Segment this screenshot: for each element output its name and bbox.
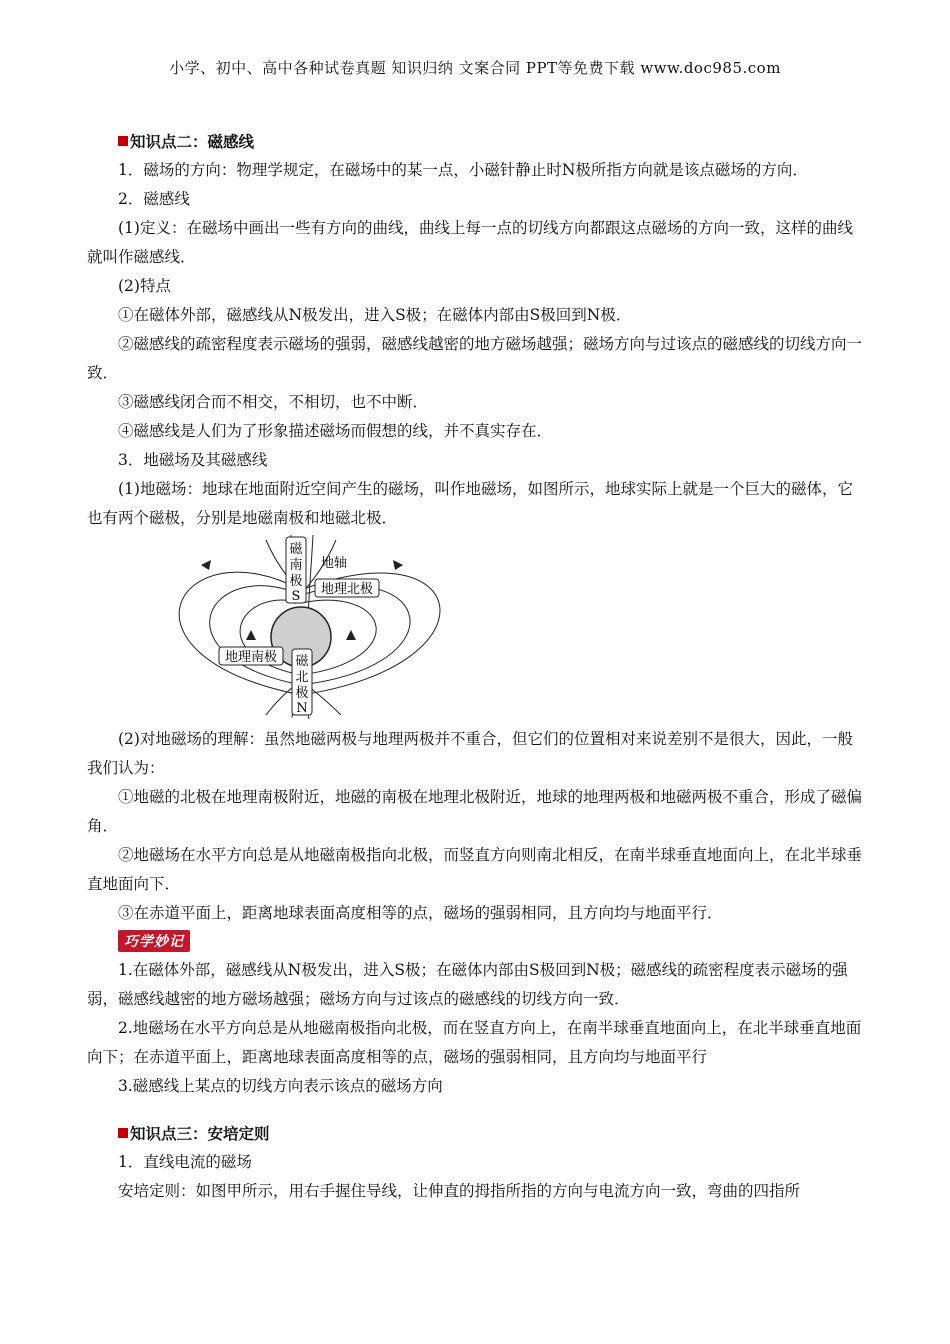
mag-south-char: 极 — [289, 574, 303, 589]
paragraph: 1．磁场的方向：物理学规定，在磁场中的某一点，小磁针静止时N极所指方向就是该点磁场的方向． — [118, 161, 808, 179]
red-square-icon — [118, 1128, 128, 1138]
mag-south-char: S — [291, 589, 301, 604]
paragraph: ②磁感线的疏密程度表示磁场的强弱，磁感线越密的地方磁场越强；磁场方向与过该点的磁感线的切线方向一致． — [87, 335, 863, 382]
earth-field-diagram — [141, 535, 451, 719]
mag-south-char: 南 — [289, 558, 303, 573]
section-2-title: 知识点二：磁感线 — [87, 127, 865, 156]
tips-badge: 巧学妙记 — [118, 930, 190, 952]
geo-south-label: 地理南极 — [224, 650, 278, 665]
mag-north-char: 北 — [295, 670, 309, 685]
tip-paragraph: 1.在磁体外部，磁感线从N极发出，进入S极；在磁体内部由S极回到N极；磁感线的疏密程度表示磁场的强弱，磁感线越密的地方磁场越强；磁场方向与过该点的磁感线的切线方向一致． — [87, 961, 848, 1008]
paragraph: (1)定义：在磁场中画出一些有方向的曲线，曲线上每一点的切线方向都跟这点磁场的方向一致，这样的曲线就叫作磁感线． — [87, 219, 853, 266]
paragraph: ③磁感线闭合而不相交，不相切，也不中断． — [118, 393, 429, 411]
paragraph: 2．磁感线 — [118, 190, 190, 208]
paragraph: ④磁感线是人们为了形象描述磁场而假想的线，并不真实存在． — [118, 422, 553, 440]
geomagnetic-field-figure — [141, 535, 451, 719]
document-body — [87, 127, 865, 1206]
mag-north-char: N — [296, 701, 308, 716]
paragraph: (1)地磁场：地球在地面附近空间产生的磁场，叫作地磁场，如图所示，地球实际上就是一个巨大的磁体，它也有两个磁极，分别是地磁南极和地磁北极． — [87, 480, 853, 527]
paragraph: ②地磁场在水平方向总是从地磁南极指向北极，而竖直方向则南北相反，在南半球垂直地面向上，在北半球垂直地面向下． — [87, 846, 863, 893]
mag-north-char: 磁 — [295, 654, 309, 669]
paragraph: ③在赤道平面上，距离地球表面高度相等的点，磁场的强弱相同，且方向均与地面平行． — [118, 904, 723, 922]
axis-label: 地轴 — [321, 556, 348, 571]
tip-paragraph: 2.地磁场在水平方向总是从地磁南极指向北极，而在竖直方向上，在南半球垂直地面向上，在北半球垂直地面向下；在赤道平面上，距离地球表面高度相等的点，磁场的强弱相同，且方向均与地面平行 — [87, 1019, 862, 1066]
paragraph: 1．直线电流的磁场 — [118, 1153, 252, 1171]
paragraph: (2)特点 — [118, 277, 171, 295]
red-square-icon — [118, 136, 128, 146]
mag-north-char: 极 — [295, 686, 309, 701]
paragraph: 3．地磁场及其磁感线 — [118, 451, 268, 469]
paragraph: 安培定则：如图甲所示，用右手握住导线，让伸直的拇指所指的方向与电流方向一致，弯曲的四指所 — [118, 1182, 801, 1200]
paragraph: (2)对地磁场的理解：虽然地磁两极与地理两极并不重合，但它们的位置相对来说差别不是很大，因此，一般我们认为： — [87, 730, 853, 777]
paragraph: ①在磁体外部，磁感线从N极发出，进入S极；在磁体内部由S极回到N极． — [118, 306, 632, 324]
geo-north-label: 地理北极 — [320, 582, 374, 597]
paragraph: ①地磁的北极在地理南极附近，地磁的南极在地理北极附近，地球的地理两极和地磁两极不重合，形成了磁偏角． — [87, 788, 863, 835]
tip-paragraph: 3.磁感线上某点的切线方向表示该点的磁场方向 — [118, 1077, 443, 1095]
page-header: 小学、初中、高中各种试卷真题 知识归纳 文案合同 PPT等免费下载 www.doc985.com — [169, 59, 781, 77]
section-3-title: 知识点三：安培定则 — [87, 1119, 865, 1148]
mag-south-char: 磁 — [289, 542, 303, 557]
